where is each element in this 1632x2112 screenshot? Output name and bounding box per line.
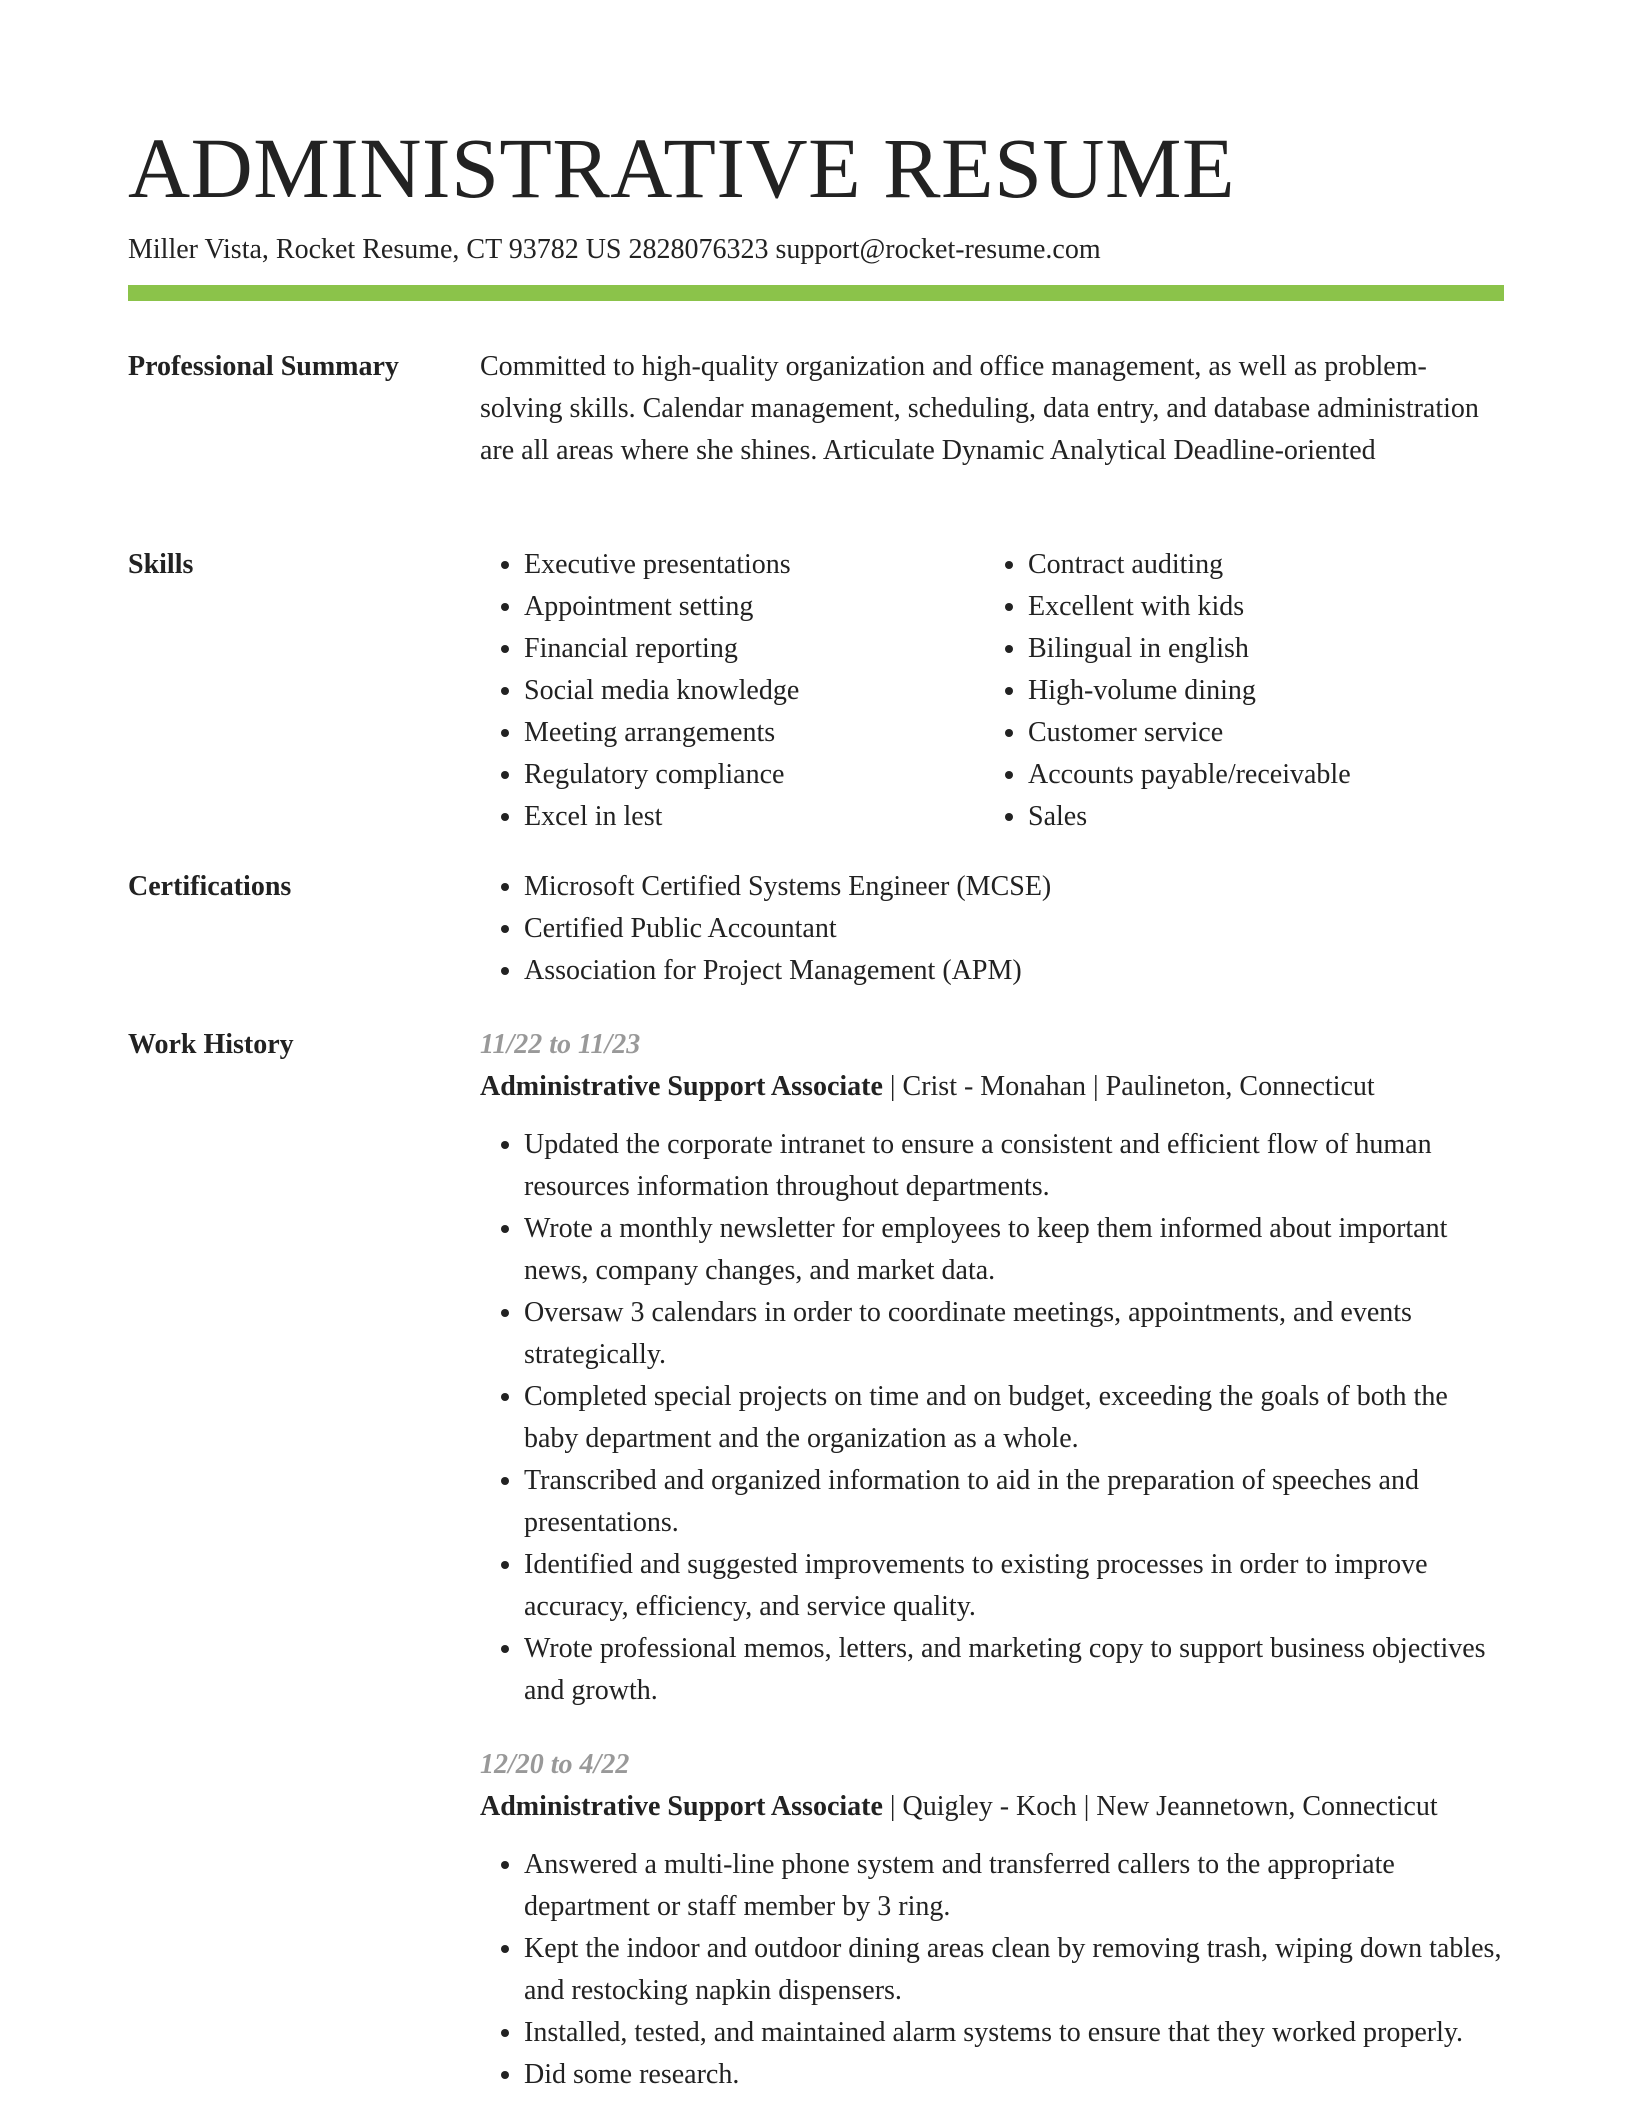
skill-item: • Excel in lest (524, 796, 984, 838)
job-bullet: • Completed special projects on time and on budget, exceeding the goals of both the baby department and the organization as a whole. (524, 1376, 1504, 1460)
job-bullet: • Did some research. (524, 2054, 1504, 2096)
contact-line: Miller Vista, Rocket Resume, CT 93782 US 2828076323 support@rocket-resume.com (128, 234, 1101, 265)
job-header (480, 1066, 1504, 1108)
job-title: Administrative Support Associate (480, 1071, 883, 1102)
skills-list-right (984, 544, 1488, 838)
work-history-label: Work History (128, 1029, 294, 1060)
skill-item: • High-volume dining (1028, 670, 1488, 712)
skill-item: • Financial reporting (524, 628, 984, 670)
job-bullet: • Kept the indoor and outdoor dining areas clean by removing trash, wiping down tables, and restocking napkin dispensers. (524, 1928, 1504, 2012)
skill-item: • Accounts payable/receivable (1028, 754, 1488, 796)
job-entry (480, 1024, 1504, 1712)
skill-item: • Customer service (1028, 712, 1488, 754)
skills-label: Skills (128, 549, 194, 580)
skills-body (480, 544, 1504, 838)
skill-item: • Contract auditing (1028, 544, 1488, 586)
job-dates: 12/20 to 4/22 (480, 1749, 630, 1780)
skill-item: • Executive presentations (524, 544, 984, 586)
certification-item: • Association for Project Management (APM) (524, 950, 1504, 992)
skill-item: • Social media knowledge (524, 670, 984, 712)
summary-body (480, 346, 1504, 472)
job-bullet: • Wrote professional memos, letters, and marketing copy to support business objectives and growth. (524, 1628, 1504, 1712)
job-entry (480, 1744, 1504, 2096)
work-history-body (480, 1024, 1504, 2096)
job-dates: 11/22 to 11/23 (480, 1029, 641, 1060)
skill-item: • Sales (1028, 796, 1488, 838)
skills-list-left (480, 544, 984, 838)
job-details: | Crist - Monahan | Paulineton, Connecticut (882, 1071, 1375, 1102)
skill-item: • Excellent with kids (1028, 586, 1488, 628)
skill-item: • Appointment setting (524, 586, 984, 628)
job-bullet: • Updated the corporate intranet to ensure a consistent and efficient flow of human resources information throughout departments. (524, 1124, 1504, 1208)
job-bullets (480, 1844, 1504, 2096)
job-bullet: • Wrote a monthly newsletter for employees to keep them informed about important news, company changes, and market data. (524, 1208, 1504, 1292)
job-bullet: • Answered a multi-line phone system and transferred callers to the appropriate department or staff member by 3 ring. (524, 1844, 1504, 1928)
skills-columns (480, 544, 1504, 838)
skills-column-right (984, 544, 1488, 838)
certifications-label: Certifications (128, 871, 292, 902)
certifications-body (480, 866, 1504, 992)
summary-text: Committed to high-quality organization and office management, as well as problem-solving skills. Calendar management, scheduling, data entry, and database administration are all areas where she shines. Articulate Dynamic Analytical Deadline-oriented (480, 351, 1479, 466)
certification-item: • Microsoft Certified Systems Engineer (MCSE) (524, 866, 1504, 908)
skill-item: • Bilingual in english (1028, 628, 1488, 670)
skill-item: • Regulatory compliance (524, 754, 984, 796)
job-details: | Quigley - Koch | New Jeannetown, Connecticut (882, 1791, 1438, 1822)
certification-item: • Certified Public Accountant (524, 908, 1504, 950)
job-bullet: • Transcribed and organized information to aid in the preparation of speeches and presentations. (524, 1460, 1504, 1544)
summary-label: Professional Summary (128, 351, 399, 382)
certifications-list (480, 866, 1504, 992)
job-header (480, 1786, 1504, 1828)
job-title: Administrative Support Associate (480, 1791, 883, 1822)
skill-item: • Meeting arrangements (524, 712, 984, 754)
job-bullet: • Installed, tested, and maintained alarm systems to ensure that they worked properly. (524, 2012, 1504, 2054)
resume-title: ADMINISTRATIVE RESUME (128, 120, 1235, 216)
job-bullet: • Identified and suggested improvements to existing processes in order to improve accuracy, efficiency, and service quality. (524, 1544, 1504, 1628)
skills-column-left (480, 544, 984, 838)
job-bullets (480, 1124, 1504, 1712)
job-bullet: • Oversaw 3 calendars in order to coordinate meetings, appointments, and events strategically. (524, 1292, 1504, 1376)
accent-divider (128, 285, 1504, 301)
